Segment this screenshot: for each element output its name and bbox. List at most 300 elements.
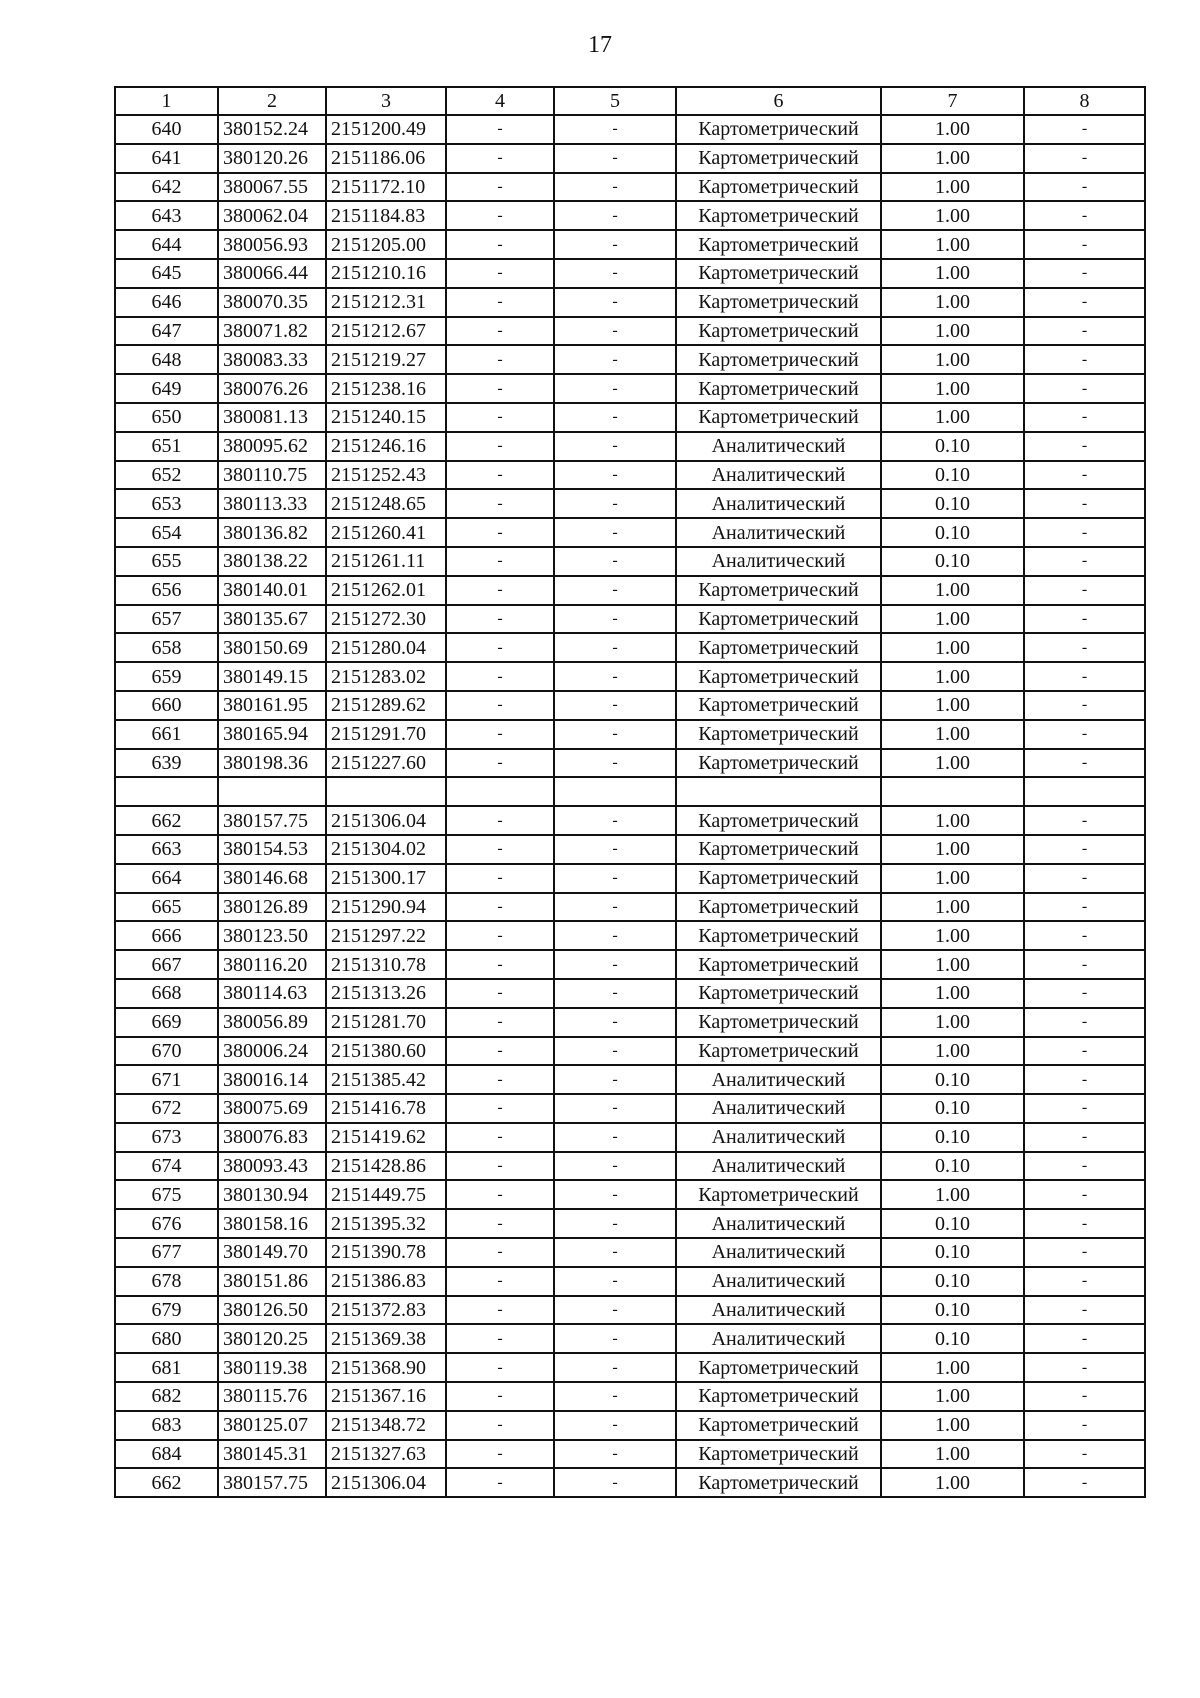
cell-x-coordinate: 380126.50 bbox=[218, 1296, 326, 1325]
cell-method: Картометрический bbox=[676, 979, 881, 1008]
cell-method: Картометрический bbox=[676, 1411, 881, 1440]
table-row bbox=[115, 1267, 1145, 1296]
cell-point-number: 683 bbox=[115, 1411, 218, 1440]
cell-accuracy: 1.00 bbox=[881, 605, 1024, 634]
cell-method: Аналитический bbox=[676, 547, 881, 576]
cell-point-number: 684 bbox=[115, 1440, 218, 1469]
cell-col-8: - bbox=[1024, 864, 1145, 893]
cell-accuracy: 0.10 bbox=[881, 432, 1024, 461]
cell-point-number: 668 bbox=[115, 979, 218, 1008]
table-row bbox=[115, 201, 1145, 230]
cell-point-number: 665 bbox=[115, 893, 218, 922]
cell-col-4 bbox=[446, 777, 554, 806]
cell-y-coordinate: 2151369.38 bbox=[326, 1324, 446, 1353]
cell-col-5: - bbox=[554, 403, 676, 432]
cell-col-8: - bbox=[1024, 979, 1145, 1008]
table-row bbox=[115, 1180, 1145, 1209]
cell-point-number: 679 bbox=[115, 1296, 218, 1325]
cell-col-5: - bbox=[554, 950, 676, 979]
table-row bbox=[115, 979, 1145, 1008]
cell-col-8: - bbox=[1024, 749, 1145, 778]
cell-col-4: - bbox=[446, 1324, 554, 1353]
cell-y-coordinate: 2151212.67 bbox=[326, 317, 446, 346]
cell-col-5: - bbox=[554, 605, 676, 634]
cell-col-4: - bbox=[446, 144, 554, 173]
cell-method: Картометрический bbox=[676, 1468, 881, 1497]
cell-y-coordinate: 2151272.30 bbox=[326, 605, 446, 634]
cell-col-5: - bbox=[554, 432, 676, 461]
cell-point-number: 641 bbox=[115, 144, 218, 173]
cell-method: Аналитический bbox=[676, 1123, 881, 1152]
cell-col-8: - bbox=[1024, 1065, 1145, 1094]
cell-col-8: - bbox=[1024, 1152, 1145, 1181]
cell-y-coordinate: 2151327.63 bbox=[326, 1440, 446, 1469]
cell-point-number: 650 bbox=[115, 403, 218, 432]
table-row bbox=[115, 1440, 1145, 1469]
cell-col-4: - bbox=[446, 115, 554, 144]
cell-col-5: - bbox=[554, 749, 676, 778]
cell-accuracy: 1.00 bbox=[881, 893, 1024, 922]
cell-x-coordinate: 380125.07 bbox=[218, 1411, 326, 1440]
cell-y-coordinate: 2151283.02 bbox=[326, 662, 446, 691]
cell-accuracy: 1.00 bbox=[881, 576, 1024, 605]
table-row bbox=[115, 1382, 1145, 1411]
cell-y-coordinate: 2151248.65 bbox=[326, 489, 446, 518]
cell-accuracy: 1.00 bbox=[881, 921, 1024, 950]
cell-point-number: 646 bbox=[115, 288, 218, 317]
cell-point-number: 643 bbox=[115, 201, 218, 230]
cell-point-number: 676 bbox=[115, 1209, 218, 1238]
cell-method: Картометрический bbox=[676, 835, 881, 864]
cell-accuracy: 1.00 bbox=[881, 1353, 1024, 1382]
cell-y-coordinate: 2151219.27 bbox=[326, 345, 446, 374]
cell-col-5: - bbox=[554, 720, 676, 749]
cell-y-coordinate: 2151205.00 bbox=[326, 230, 446, 259]
cell-col-5: - bbox=[554, 1065, 676, 1094]
cell-x-coordinate: 380113.33 bbox=[218, 489, 326, 518]
table-row bbox=[115, 720, 1145, 749]
cell-y-coordinate: 2151280.04 bbox=[326, 633, 446, 662]
cell-x-coordinate: 380146.68 bbox=[218, 864, 326, 893]
cell-col-4: - bbox=[446, 691, 554, 720]
cell-accuracy: 1.00 bbox=[881, 1037, 1024, 1066]
cell-x-coordinate: 380066.44 bbox=[218, 259, 326, 288]
cell-method: Картометрический bbox=[676, 605, 881, 634]
cell-y-coordinate: 2151313.26 bbox=[326, 979, 446, 1008]
cell-col-4: - bbox=[446, 950, 554, 979]
cell-method: Аналитический bbox=[676, 1267, 881, 1296]
cell-y-coordinate: 2151380.60 bbox=[326, 1037, 446, 1066]
header-cell-1: 1 bbox=[115, 87, 218, 115]
cell-accuracy: 1.00 bbox=[881, 288, 1024, 317]
cell-col-8: - bbox=[1024, 230, 1145, 259]
cell-x-coordinate: 380126.89 bbox=[218, 893, 326, 922]
cell-col-8: - bbox=[1024, 1094, 1145, 1123]
table-row bbox=[115, 461, 1145, 490]
cell-col-5: - bbox=[554, 547, 676, 576]
cell-point-number: 680 bbox=[115, 1324, 218, 1353]
cell-col-5: - bbox=[554, 921, 676, 950]
cell-col-4: - bbox=[446, 1353, 554, 1382]
cell-method: Картометрический bbox=[676, 173, 881, 202]
cell-col-5: - bbox=[554, 1382, 676, 1411]
cell-col-5: - bbox=[554, 806, 676, 835]
cell-method: Картометрический bbox=[676, 1382, 881, 1411]
cell-method: Картометрический bbox=[676, 1180, 881, 1209]
cell-x-coordinate: 380145.31 bbox=[218, 1440, 326, 1469]
cell-point-number: 670 bbox=[115, 1037, 218, 1066]
cell-col-4: - bbox=[446, 489, 554, 518]
cell-accuracy: 0.10 bbox=[881, 1238, 1024, 1267]
cell-method: Картометрический bbox=[676, 806, 881, 835]
cell-col-8: - bbox=[1024, 547, 1145, 576]
cell-x-coordinate: 380081.13 bbox=[218, 403, 326, 432]
cell-accuracy: 1.00 bbox=[881, 317, 1024, 346]
cell-col-8: - bbox=[1024, 259, 1145, 288]
cell-col-8: - bbox=[1024, 1382, 1145, 1411]
cell-col-5: - bbox=[554, 1152, 676, 1181]
cell-accuracy: 0.10 bbox=[881, 1065, 1024, 1094]
cell-x-coordinate: 380140.01 bbox=[218, 576, 326, 605]
cell-method: Картометрический bbox=[676, 1353, 881, 1382]
cell-col-8: - bbox=[1024, 1353, 1145, 1382]
cell-point-number: 640 bbox=[115, 115, 218, 144]
cell-x-coordinate: 380056.89 bbox=[218, 1008, 326, 1037]
cell-y-coordinate: 2151200.49 bbox=[326, 115, 446, 144]
cell-col-8: - bbox=[1024, 893, 1145, 922]
cell-accuracy: 0.10 bbox=[881, 1296, 1024, 1325]
cell-col-8: - bbox=[1024, 144, 1145, 173]
cell-col-8: - bbox=[1024, 288, 1145, 317]
table-row bbox=[115, 864, 1145, 893]
cell-y-coordinate: 2151238.16 bbox=[326, 374, 446, 403]
cell-col-5: - bbox=[554, 1440, 676, 1469]
cell-x-coordinate: 380198.36 bbox=[218, 749, 326, 778]
cell-col-8: - bbox=[1024, 518, 1145, 547]
cell-col-4: - bbox=[446, 201, 554, 230]
cell-point-number: 656 bbox=[115, 576, 218, 605]
cell-col-8: - bbox=[1024, 605, 1145, 634]
table-row bbox=[115, 1152, 1145, 1181]
cell-point-number: 671 bbox=[115, 1065, 218, 1094]
cell-x-coordinate: 380120.26 bbox=[218, 144, 326, 173]
cell-method: Картометрический bbox=[676, 201, 881, 230]
table-row bbox=[115, 1065, 1145, 1094]
cell-col-5: - bbox=[554, 489, 676, 518]
cell-col-4: - bbox=[446, 605, 554, 634]
cell-col-8: - bbox=[1024, 432, 1145, 461]
cell-col-8: - bbox=[1024, 1468, 1145, 1497]
cell-col-4: - bbox=[446, 518, 554, 547]
cell-point-number: 658 bbox=[115, 633, 218, 662]
cell-point-number: 647 bbox=[115, 317, 218, 346]
table-row bbox=[115, 115, 1145, 144]
table-row bbox=[115, 374, 1145, 403]
cell-x-coordinate: 380110.75 bbox=[218, 461, 326, 490]
cell-col-5: - bbox=[554, 1094, 676, 1123]
table-row bbox=[115, 345, 1145, 374]
cell-point-number: 677 bbox=[115, 1238, 218, 1267]
cell-y-coordinate: 2151385.42 bbox=[326, 1065, 446, 1094]
table-row bbox=[115, 576, 1145, 605]
table-row bbox=[115, 288, 1145, 317]
cell-col-4: - bbox=[446, 864, 554, 893]
cell-accuracy: 1.00 bbox=[881, 403, 1024, 432]
cell-method: Картометрический bbox=[676, 662, 881, 691]
table-row bbox=[115, 806, 1145, 835]
table-row bbox=[115, 691, 1145, 720]
table-row bbox=[115, 777, 1145, 806]
cell-y-coordinate: 2151290.94 bbox=[326, 893, 446, 922]
cell-point-number: 642 bbox=[115, 173, 218, 202]
cell-y-coordinate: 2151227.60 bbox=[326, 749, 446, 778]
page-number: 17 bbox=[588, 32, 612, 58]
cell-x-coordinate: 380149.70 bbox=[218, 1238, 326, 1267]
cell-accuracy: 1.00 bbox=[881, 835, 1024, 864]
cell-col-4: - bbox=[446, 288, 554, 317]
cell-col-8: - bbox=[1024, 1324, 1145, 1353]
cell-accuracy: 1.00 bbox=[881, 633, 1024, 662]
cell-x-coordinate: 380130.94 bbox=[218, 1180, 326, 1209]
cell-y-coordinate: 2151240.15 bbox=[326, 403, 446, 432]
cell-col-4: - bbox=[446, 806, 554, 835]
cell-col-4: - bbox=[446, 1411, 554, 1440]
cell-point-number: 660 bbox=[115, 691, 218, 720]
cell-method: Картометрический bbox=[676, 1008, 881, 1037]
cell-x-coordinate: 380157.75 bbox=[218, 806, 326, 835]
cell-accuracy: 1.00 bbox=[881, 662, 1024, 691]
cell-point-number: 664 bbox=[115, 864, 218, 893]
cell-y-coordinate: 2151306.04 bbox=[326, 1468, 446, 1497]
cell-method: Картометрический bbox=[676, 374, 881, 403]
cell-x-coordinate: 380115.76 bbox=[218, 1382, 326, 1411]
cell-accuracy: 0.10 bbox=[881, 518, 1024, 547]
cell-y-coordinate: 2151310.78 bbox=[326, 950, 446, 979]
cell-method: Картометрический bbox=[676, 633, 881, 662]
cell-col-8: - bbox=[1024, 1296, 1145, 1325]
cell-col-8: - bbox=[1024, 201, 1145, 230]
table-row bbox=[115, 893, 1145, 922]
cell-col-8: - bbox=[1024, 720, 1145, 749]
cell-x-coordinate: 380165.94 bbox=[218, 720, 326, 749]
cell-col-8: - bbox=[1024, 835, 1145, 864]
cell-y-coordinate: 2151260.41 bbox=[326, 518, 446, 547]
cell-col-5: - bbox=[554, 288, 676, 317]
cell-col-5: - bbox=[554, 461, 676, 490]
cell-col-5: - bbox=[554, 144, 676, 173]
cell-accuracy: 1.00 bbox=[881, 806, 1024, 835]
cell-y-coordinate: 2151289.62 bbox=[326, 691, 446, 720]
cell-y-coordinate: 2151306.04 bbox=[326, 806, 446, 835]
cell-y-coordinate: 2151386.83 bbox=[326, 1267, 446, 1296]
cell-col-8: - bbox=[1024, 1037, 1145, 1066]
cell-col-4: - bbox=[446, 1238, 554, 1267]
header-cell-5: 5 bbox=[554, 87, 676, 115]
cell-col-8: - bbox=[1024, 374, 1145, 403]
table-row bbox=[115, 1094, 1145, 1123]
cell-x-coordinate: 380075.69 bbox=[218, 1094, 326, 1123]
cell-col-8: - bbox=[1024, 115, 1145, 144]
cell-col-5 bbox=[554, 777, 676, 806]
cell-col-4: - bbox=[446, 1440, 554, 1469]
cell-col-5: - bbox=[554, 1238, 676, 1267]
table-row bbox=[115, 633, 1145, 662]
cell-y-coordinate: 2151252.43 bbox=[326, 461, 446, 490]
cell-col-5: - bbox=[554, 518, 676, 547]
cell-point-number: 639 bbox=[115, 749, 218, 778]
cell-col-8: - bbox=[1024, 317, 1145, 346]
cell-x-coordinate: 380095.62 bbox=[218, 432, 326, 461]
cell-method: Аналитический bbox=[676, 1238, 881, 1267]
cell-col-4: - bbox=[446, 1065, 554, 1094]
cell-y-coordinate: 2151261.11 bbox=[326, 547, 446, 576]
cell-method: Картометрический bbox=[676, 230, 881, 259]
cell-col-4: - bbox=[446, 432, 554, 461]
cell-col-5: - bbox=[554, 345, 676, 374]
table-row bbox=[115, 518, 1145, 547]
cell-y-coordinate: 2151367.16 bbox=[326, 1382, 446, 1411]
cell-accuracy: 0.10 bbox=[881, 1209, 1024, 1238]
cell-method: Аналитический bbox=[676, 1065, 881, 1094]
cell-x-coordinate: 380123.50 bbox=[218, 921, 326, 950]
cell-col-4: - bbox=[446, 921, 554, 950]
cell-point-number: 675 bbox=[115, 1180, 218, 1209]
header-cell-4: 4 bbox=[446, 87, 554, 115]
cell-accuracy: 1.00 bbox=[881, 115, 1024, 144]
cell-y-coordinate: 2151449.75 bbox=[326, 1180, 446, 1209]
cell-method: Аналитический bbox=[676, 1094, 881, 1123]
cell-col-8: - bbox=[1024, 173, 1145, 202]
cell-point-number: 661 bbox=[115, 720, 218, 749]
cell-method: Аналитический bbox=[676, 432, 881, 461]
cell-col-4: - bbox=[446, 173, 554, 202]
cell-method: Аналитический bbox=[676, 1324, 881, 1353]
cell-x-coordinate: 380062.04 bbox=[218, 201, 326, 230]
cell-col-8: - bbox=[1024, 1008, 1145, 1037]
cell-col-4: - bbox=[446, 1008, 554, 1037]
cell-x-coordinate: 380083.33 bbox=[218, 345, 326, 374]
cell-col-5: - bbox=[554, 979, 676, 1008]
cell-accuracy: 1.00 bbox=[881, 201, 1024, 230]
cell-y-coordinate: 2151281.70 bbox=[326, 1008, 446, 1037]
cell-y-coordinate: 2151172.10 bbox=[326, 173, 446, 202]
cell-point-number: 651 bbox=[115, 432, 218, 461]
cell-accuracy: 0.10 bbox=[881, 1094, 1024, 1123]
cell-col-4: - bbox=[446, 1123, 554, 1152]
cell-method: Аналитический bbox=[676, 518, 881, 547]
cell-point-number: 672 bbox=[115, 1094, 218, 1123]
cell-col-5: - bbox=[554, 576, 676, 605]
cell-y-coordinate: 2151419.62 bbox=[326, 1123, 446, 1152]
cell-col-5: - bbox=[554, 230, 676, 259]
cell-col-8: - bbox=[1024, 576, 1145, 605]
cell-col-4: - bbox=[446, 720, 554, 749]
cell-y-coordinate: 2151184.83 bbox=[326, 201, 446, 230]
cell-x-coordinate: 380151.86 bbox=[218, 1267, 326, 1296]
cell-accuracy: 1.00 bbox=[881, 1008, 1024, 1037]
table-row bbox=[115, 1008, 1145, 1037]
cell-y-coordinate: 2151372.83 bbox=[326, 1296, 446, 1325]
cell-method: Картометрический bbox=[676, 345, 881, 374]
cell-y-coordinate: 2151348.72 bbox=[326, 1411, 446, 1440]
cell-col-4: - bbox=[446, 835, 554, 864]
cell-y-coordinate: 2151291.70 bbox=[326, 720, 446, 749]
cell-y-coordinate: 2151210.16 bbox=[326, 259, 446, 288]
cell-col-8: - bbox=[1024, 489, 1145, 518]
cell-point-number: 662 bbox=[115, 806, 218, 835]
cell-col-8: - bbox=[1024, 403, 1145, 432]
cell-accuracy: 1.00 bbox=[881, 345, 1024, 374]
cell-col-4: - bbox=[446, 1468, 554, 1497]
header-row bbox=[115, 87, 1145, 115]
cell-method: Аналитический bbox=[676, 1152, 881, 1181]
table-row bbox=[115, 432, 1145, 461]
cell-x-coordinate: 380056.93 bbox=[218, 230, 326, 259]
cell-x-coordinate: 380136.82 bbox=[218, 518, 326, 547]
cell-y-coordinate: 2151304.02 bbox=[326, 835, 446, 864]
cell-x-coordinate: 380076.83 bbox=[218, 1123, 326, 1152]
cell-col-8: - bbox=[1024, 921, 1145, 950]
cell-method: Картометрический bbox=[676, 749, 881, 778]
table-row bbox=[115, 1296, 1145, 1325]
cell-y-coordinate: 2151416.78 bbox=[326, 1094, 446, 1123]
cell-col-4: - bbox=[446, 662, 554, 691]
cell-x-coordinate: 380149.15 bbox=[218, 662, 326, 691]
cell-x-coordinate: 380138.22 bbox=[218, 547, 326, 576]
cell-method: Картометрический bbox=[676, 950, 881, 979]
cell-x-coordinate: 380114.63 bbox=[218, 979, 326, 1008]
cell-accuracy: 1.00 bbox=[881, 144, 1024, 173]
cell-accuracy: 1.00 bbox=[881, 230, 1024, 259]
cell-accuracy: 1.00 bbox=[881, 173, 1024, 202]
cell-x-coordinate: 380116.20 bbox=[218, 950, 326, 979]
cell-accuracy: 0.10 bbox=[881, 461, 1024, 490]
cell-method: Аналитический bbox=[676, 461, 881, 490]
cell-point-number: 648 bbox=[115, 345, 218, 374]
cell-method: Аналитический bbox=[676, 489, 881, 518]
table-body bbox=[115, 115, 1145, 1497]
cell-point-number: 644 bbox=[115, 230, 218, 259]
header-cell-7: 7 bbox=[881, 87, 1024, 115]
cell-col-5: - bbox=[554, 691, 676, 720]
cell-col-4: - bbox=[446, 749, 554, 778]
cell-col-4: - bbox=[446, 576, 554, 605]
cell-point-number: 669 bbox=[115, 1008, 218, 1037]
cell-x-coordinate: 380135.67 bbox=[218, 605, 326, 634]
cell-accuracy: 0.10 bbox=[881, 547, 1024, 576]
cell-method bbox=[676, 777, 881, 806]
cell-method: Картометрический bbox=[676, 864, 881, 893]
cell-y-coordinate: 2151246.16 bbox=[326, 432, 446, 461]
cell-point-number: 678 bbox=[115, 1267, 218, 1296]
table-row bbox=[115, 835, 1145, 864]
table-row bbox=[115, 489, 1145, 518]
cell-x-coordinate: 380157.75 bbox=[218, 1468, 326, 1497]
cell-col-4: - bbox=[446, 1267, 554, 1296]
cell-point-number: 681 bbox=[115, 1353, 218, 1382]
cell-point-number: 682 bbox=[115, 1382, 218, 1411]
cell-point-number: 653 bbox=[115, 489, 218, 518]
cell-col-4: - bbox=[446, 633, 554, 662]
cell-col-8: - bbox=[1024, 1123, 1145, 1152]
cell-accuracy: 1.00 bbox=[881, 1382, 1024, 1411]
cell-point-number bbox=[115, 777, 218, 806]
cell-accuracy: 0.10 bbox=[881, 1123, 1024, 1152]
cell-col-5: - bbox=[554, 1267, 676, 1296]
table-row bbox=[115, 230, 1145, 259]
cell-point-number: 654 bbox=[115, 518, 218, 547]
cell-method: Аналитический bbox=[676, 1209, 881, 1238]
